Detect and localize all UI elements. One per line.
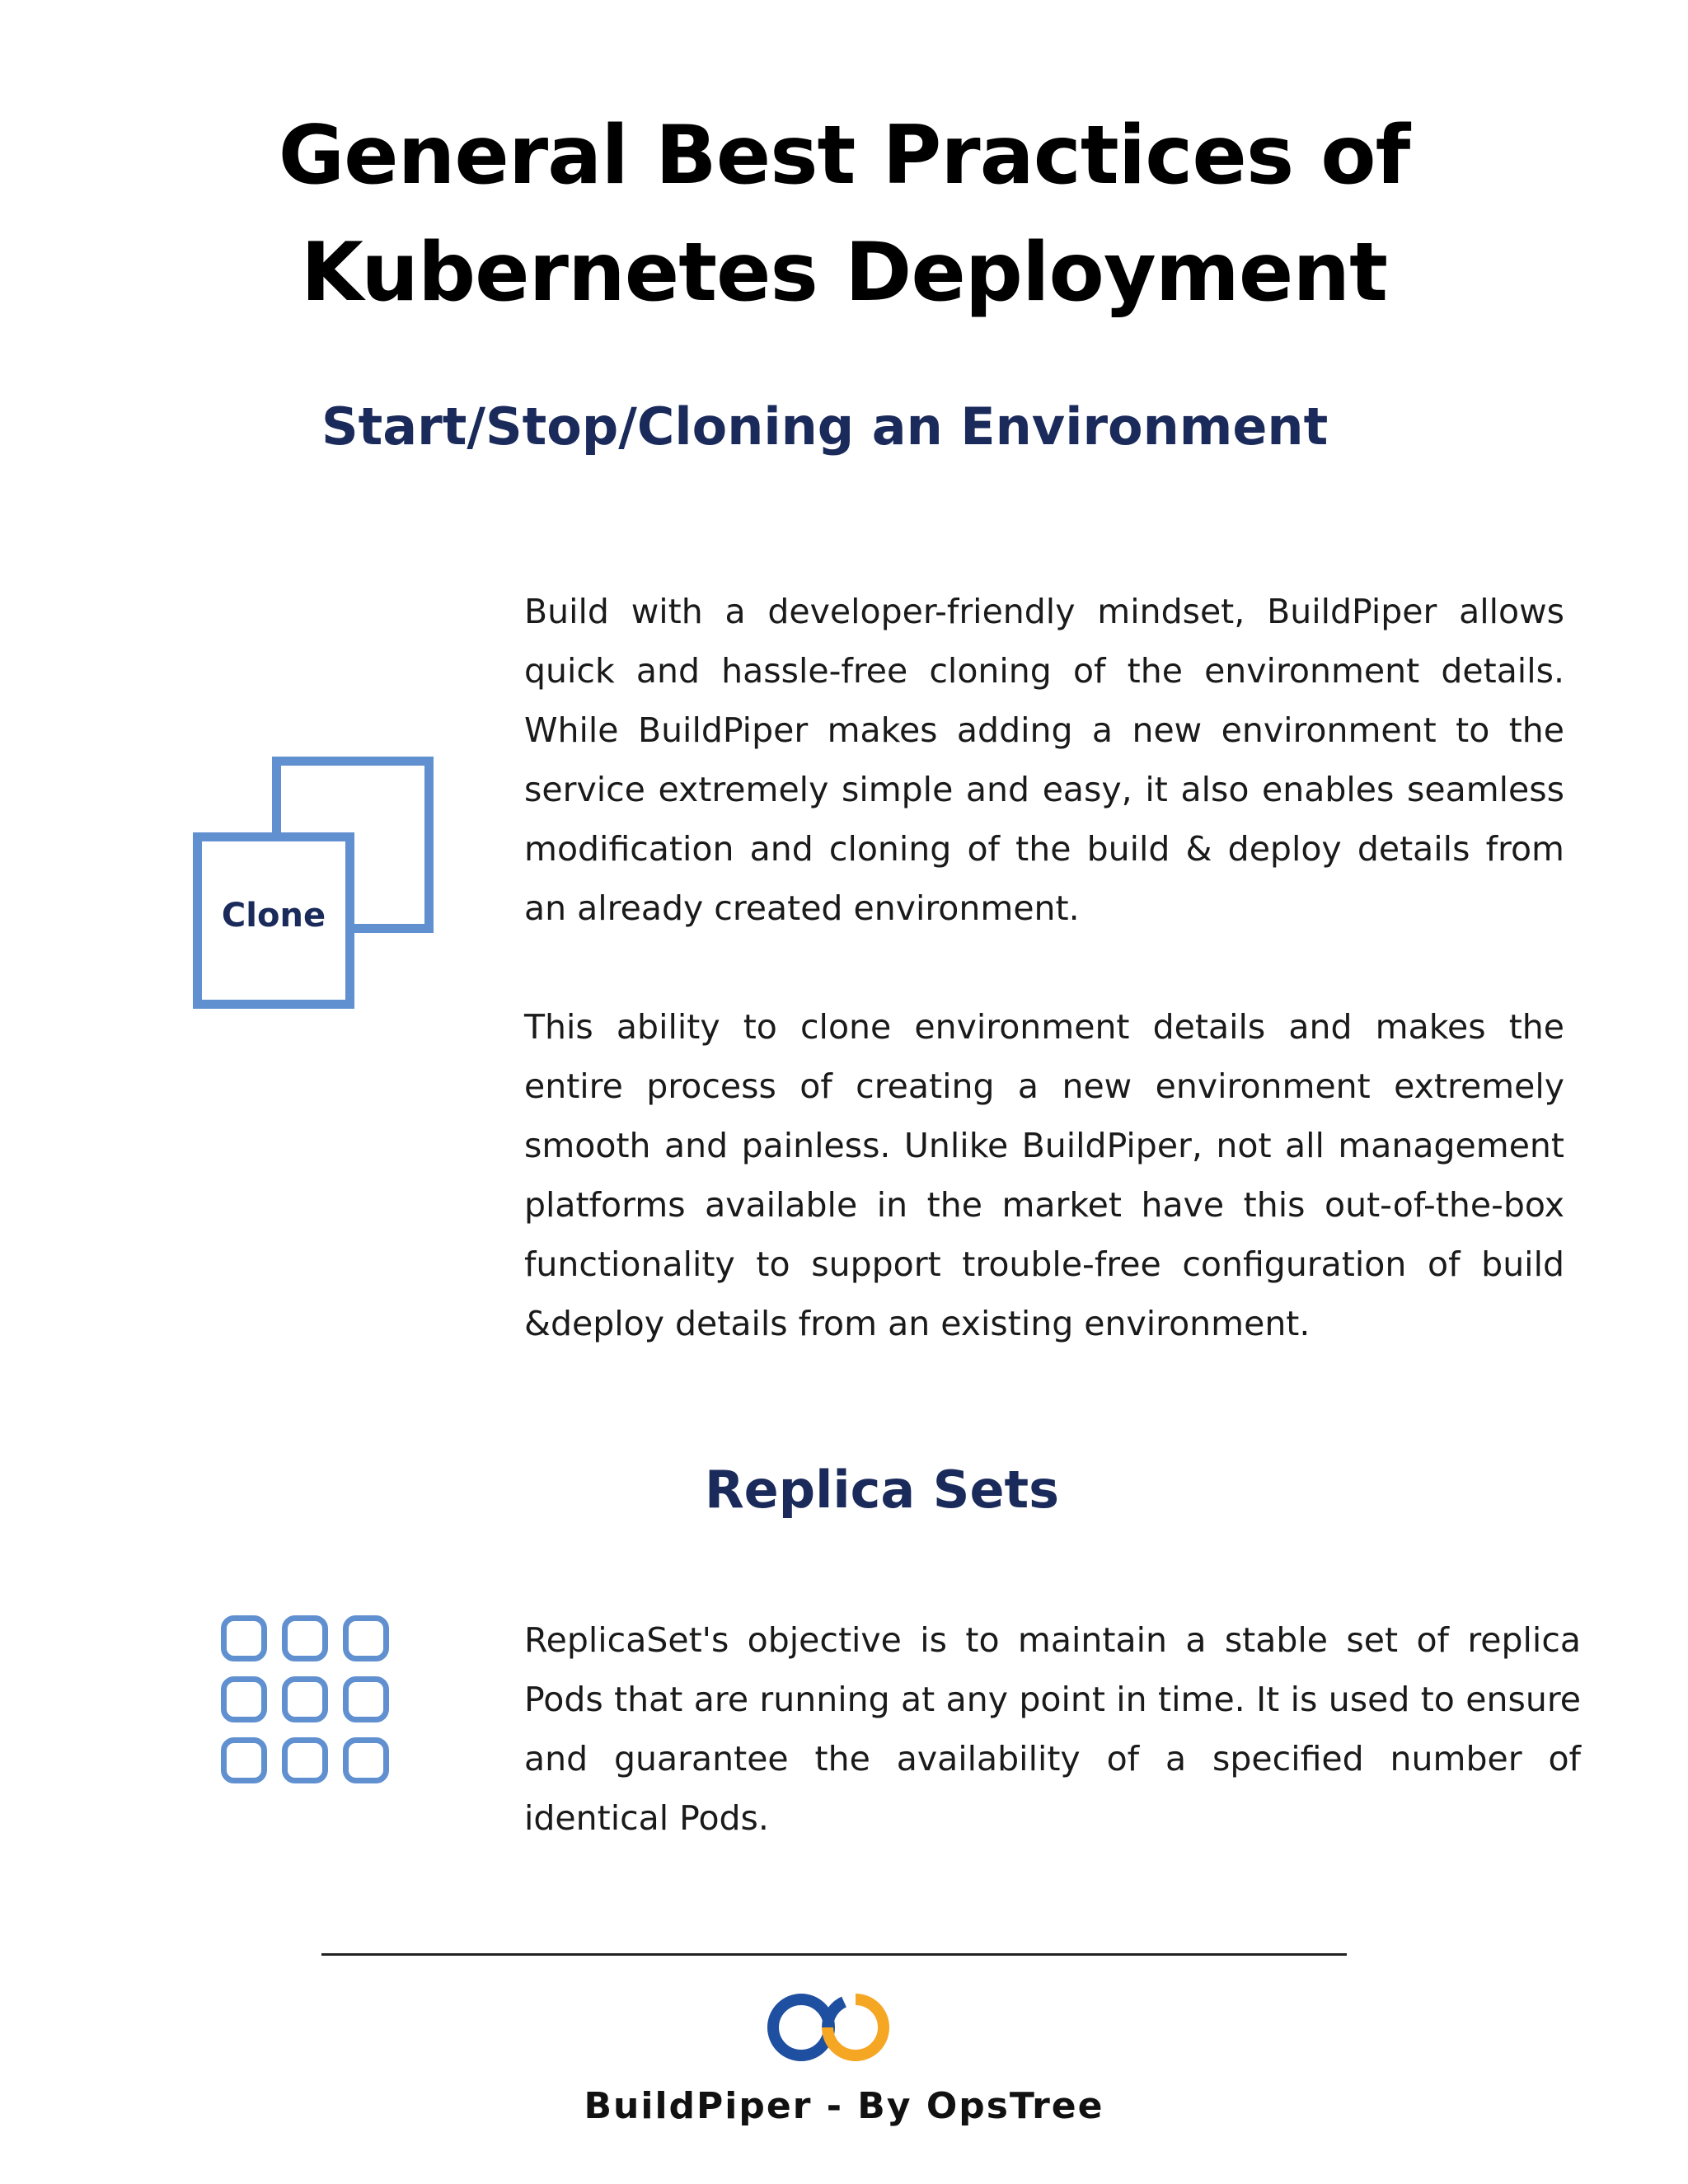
buildpiper-logo-icon xyxy=(758,1986,898,2069)
grid-icon-cell xyxy=(343,1737,389,1783)
page-title-line-2: Kubernetes Deployment xyxy=(301,226,1387,320)
footer-brand: BuildPiper - By OpsTree xyxy=(584,2085,1104,2127)
grid-icon xyxy=(221,1615,391,1785)
grid-icon-cell xyxy=(343,1676,389,1722)
page-title-line-1: General Best Practices of xyxy=(278,109,1410,203)
grid-icon-cell xyxy=(282,1737,328,1783)
replica-section-heading: Replica Sets xyxy=(704,1460,1060,1520)
grid-icon-cell xyxy=(282,1615,328,1661)
clone-icon xyxy=(193,757,432,1004)
grid-icon-cell xyxy=(282,1676,328,1722)
grid-icon-cell xyxy=(221,1676,267,1722)
environment-section-heading: Start/Stop/Cloning an Environment xyxy=(321,396,1329,457)
page-title xyxy=(0,97,1688,331)
grid-icon-cell xyxy=(221,1737,267,1783)
clone-icon-label: Clone xyxy=(221,897,326,935)
grid-icon-cell xyxy=(343,1615,389,1661)
footer-divider xyxy=(321,1953,1347,1956)
grid-icon-cell xyxy=(221,1615,267,1661)
replica-paragraph-1: ReplicaSet's objective is to maintain a stable set of replica Pods that are running at any point in time. It is used to ensure and guarantee the availability of a specified number of identical Pods. xyxy=(524,1620,1581,1838)
environment-paragraph-1: Build with a developer-friendly mindset, BuildPiper allows quick and hassle-free cloning of the environment details. While BuildPiper makes adding a new environment to the service extremely simple and easy, it also enables seamless modification and cloning of the build & deploy details from an already created environment. xyxy=(524,592,1564,928)
environment-paragraph-2: This ability to clone environment details and makes the entire process of creating a new environment extremely smooth and painless. Unlike BuildPiper, not all management platforms available in the market have this out-of-the-box functionality to support trouble-free configuration of build &deploy details from an existing environment. xyxy=(524,1007,1564,1343)
